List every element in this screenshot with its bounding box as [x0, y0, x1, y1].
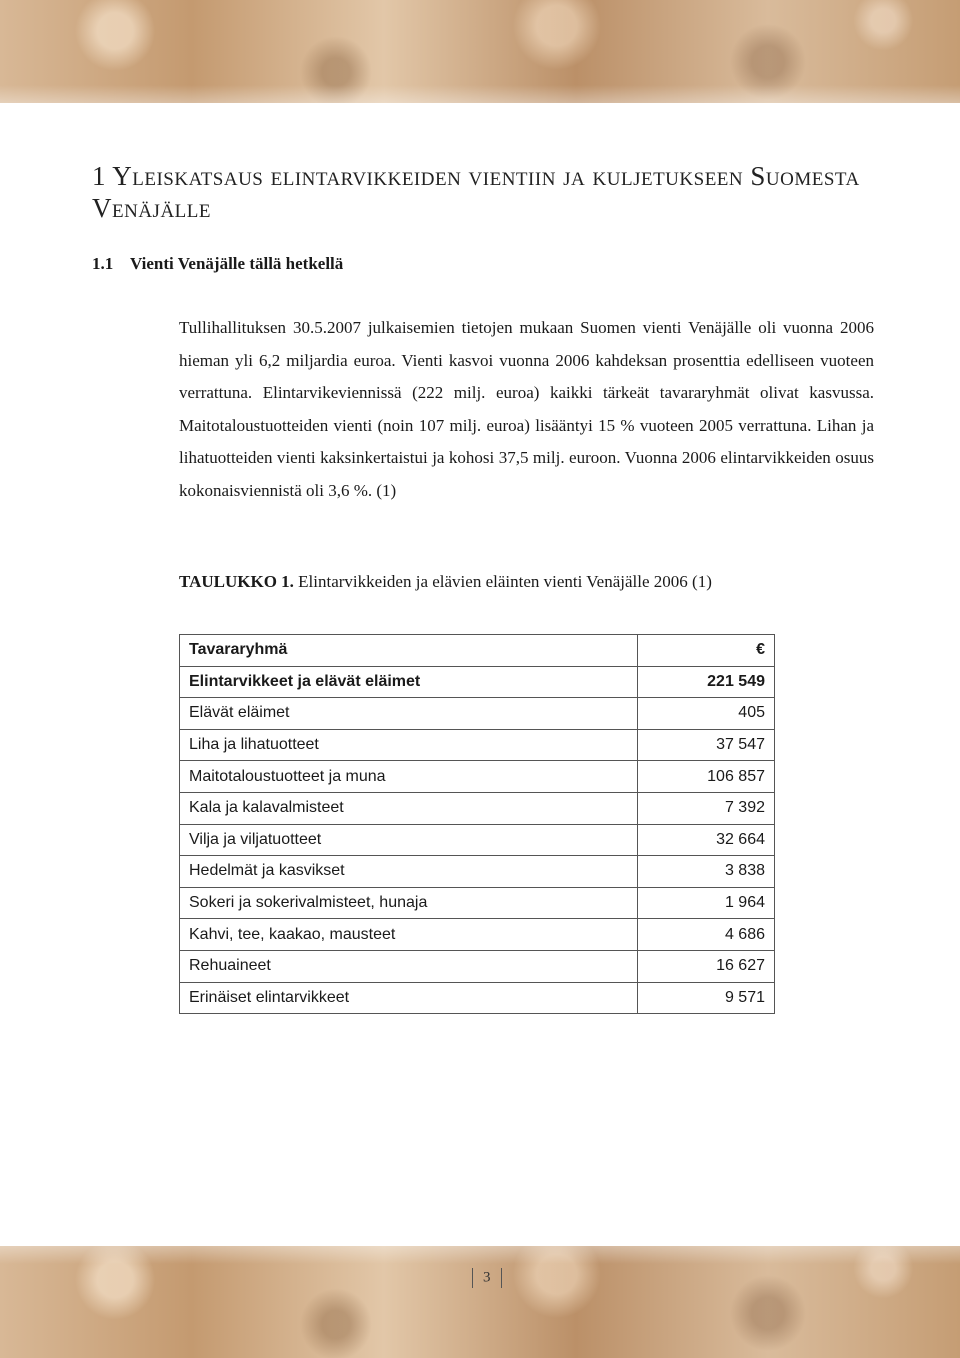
chapter-title: 1 Yleiskatsaus elintarvikkeiden vientiin ja kuljetukseen Suomesta Venäjälle [92, 161, 860, 223]
row-value: 221 549 [638, 666, 775, 698]
decorative-footer-band [0, 1246, 960, 1358]
row-value: 9 571 [638, 982, 775, 1014]
section-number: 1.1 [92, 254, 114, 273]
table-caption [179, 572, 712, 592]
decorative-header-band [0, 0, 960, 103]
table-row [180, 887, 775, 919]
row-label: Liha ja lihatuotteet [180, 729, 638, 761]
table-caption-label: TAULUKKO 1. [179, 572, 294, 591]
row-value: 4 686 [638, 919, 775, 951]
page-number-value: 3 [483, 1269, 491, 1286]
section-heading [92, 254, 343, 274]
table-row [180, 729, 775, 761]
header-currency: € [638, 635, 775, 667]
page-number [462, 1268, 512, 1288]
row-label: Elintarvikkeet ja elävät eläimet [180, 666, 638, 698]
row-label: Maitotaloustuotteet ja muna [180, 761, 638, 793]
row-value: 405 [638, 698, 775, 730]
header-group: Tavararyhmä [180, 635, 638, 667]
row-value: 32 664 [638, 824, 775, 856]
row-label: Sokeri ja sokerivalmisteet, hunaja [180, 887, 638, 919]
row-label: Rehuaineet [180, 950, 638, 982]
page-number-divider-left [472, 1268, 473, 1288]
row-label: Erinäiset elintarvikkeet [180, 982, 638, 1014]
row-value: 3 838 [638, 856, 775, 888]
table-header-row [180, 635, 775, 667]
export-table [179, 634, 775, 1014]
row-label: Vilja ja viljatuotteet [180, 824, 638, 856]
row-value: 16 627 [638, 950, 775, 982]
section-title: Vienti Venäjälle tällä hetkellä [130, 254, 344, 273]
table-row [180, 761, 775, 793]
body-paragraph: Tullihallituksen 30.5.2007 julkaisemien tietojen mukaan Suomen vienti Venäjälle oli vuonna 2006 hieman yli 6,2 miljardia euroa. Vienti kasvoi vuonna 2006 kahdeksan prosenttia edelliseen vuoteen verrattuna. Elintarvikeviennissä (222 milj. euroa) kaikki tärkeät tavararyhmät olivat kasvussa. Maitotaloustuotteiden vienti (noin 107 milj. euroa) lisääntyi 15 % vuoteen 2005 verrattuna. Lihan ja lihatuotteiden vienti kaksinkertaistui ja kohosi 37,5 milj. euroon. Vuonna 2006 elintarvikkeiden osuus kokonaisviennistä oli 3,6 %. (1) [179, 318, 874, 500]
table-row-total [180, 666, 775, 698]
row-value: 37 547 [638, 729, 775, 761]
row-label: Hedelmät ja kasvikset [180, 856, 638, 888]
table-caption-text: Elintarvikkeiden ja elävien eläinten vienti Venäjälle 2006 (1) [298, 572, 712, 591]
row-label: Kahvi, tee, kaakao, mausteet [180, 919, 638, 951]
table-row [180, 792, 775, 824]
table-row [180, 824, 775, 856]
row-value: 7 392 [638, 792, 775, 824]
table-row [180, 982, 775, 1014]
row-value: 1 964 [638, 887, 775, 919]
table-row [180, 856, 775, 888]
row-label: Kala ja kalavalmisteet [180, 792, 638, 824]
page-number-divider-right [501, 1268, 502, 1288]
row-label: Elävät eläimet [180, 698, 638, 730]
table-row [180, 698, 775, 730]
table-row [180, 950, 775, 982]
row-value: 106 857 [638, 761, 775, 793]
table-row [180, 919, 775, 951]
